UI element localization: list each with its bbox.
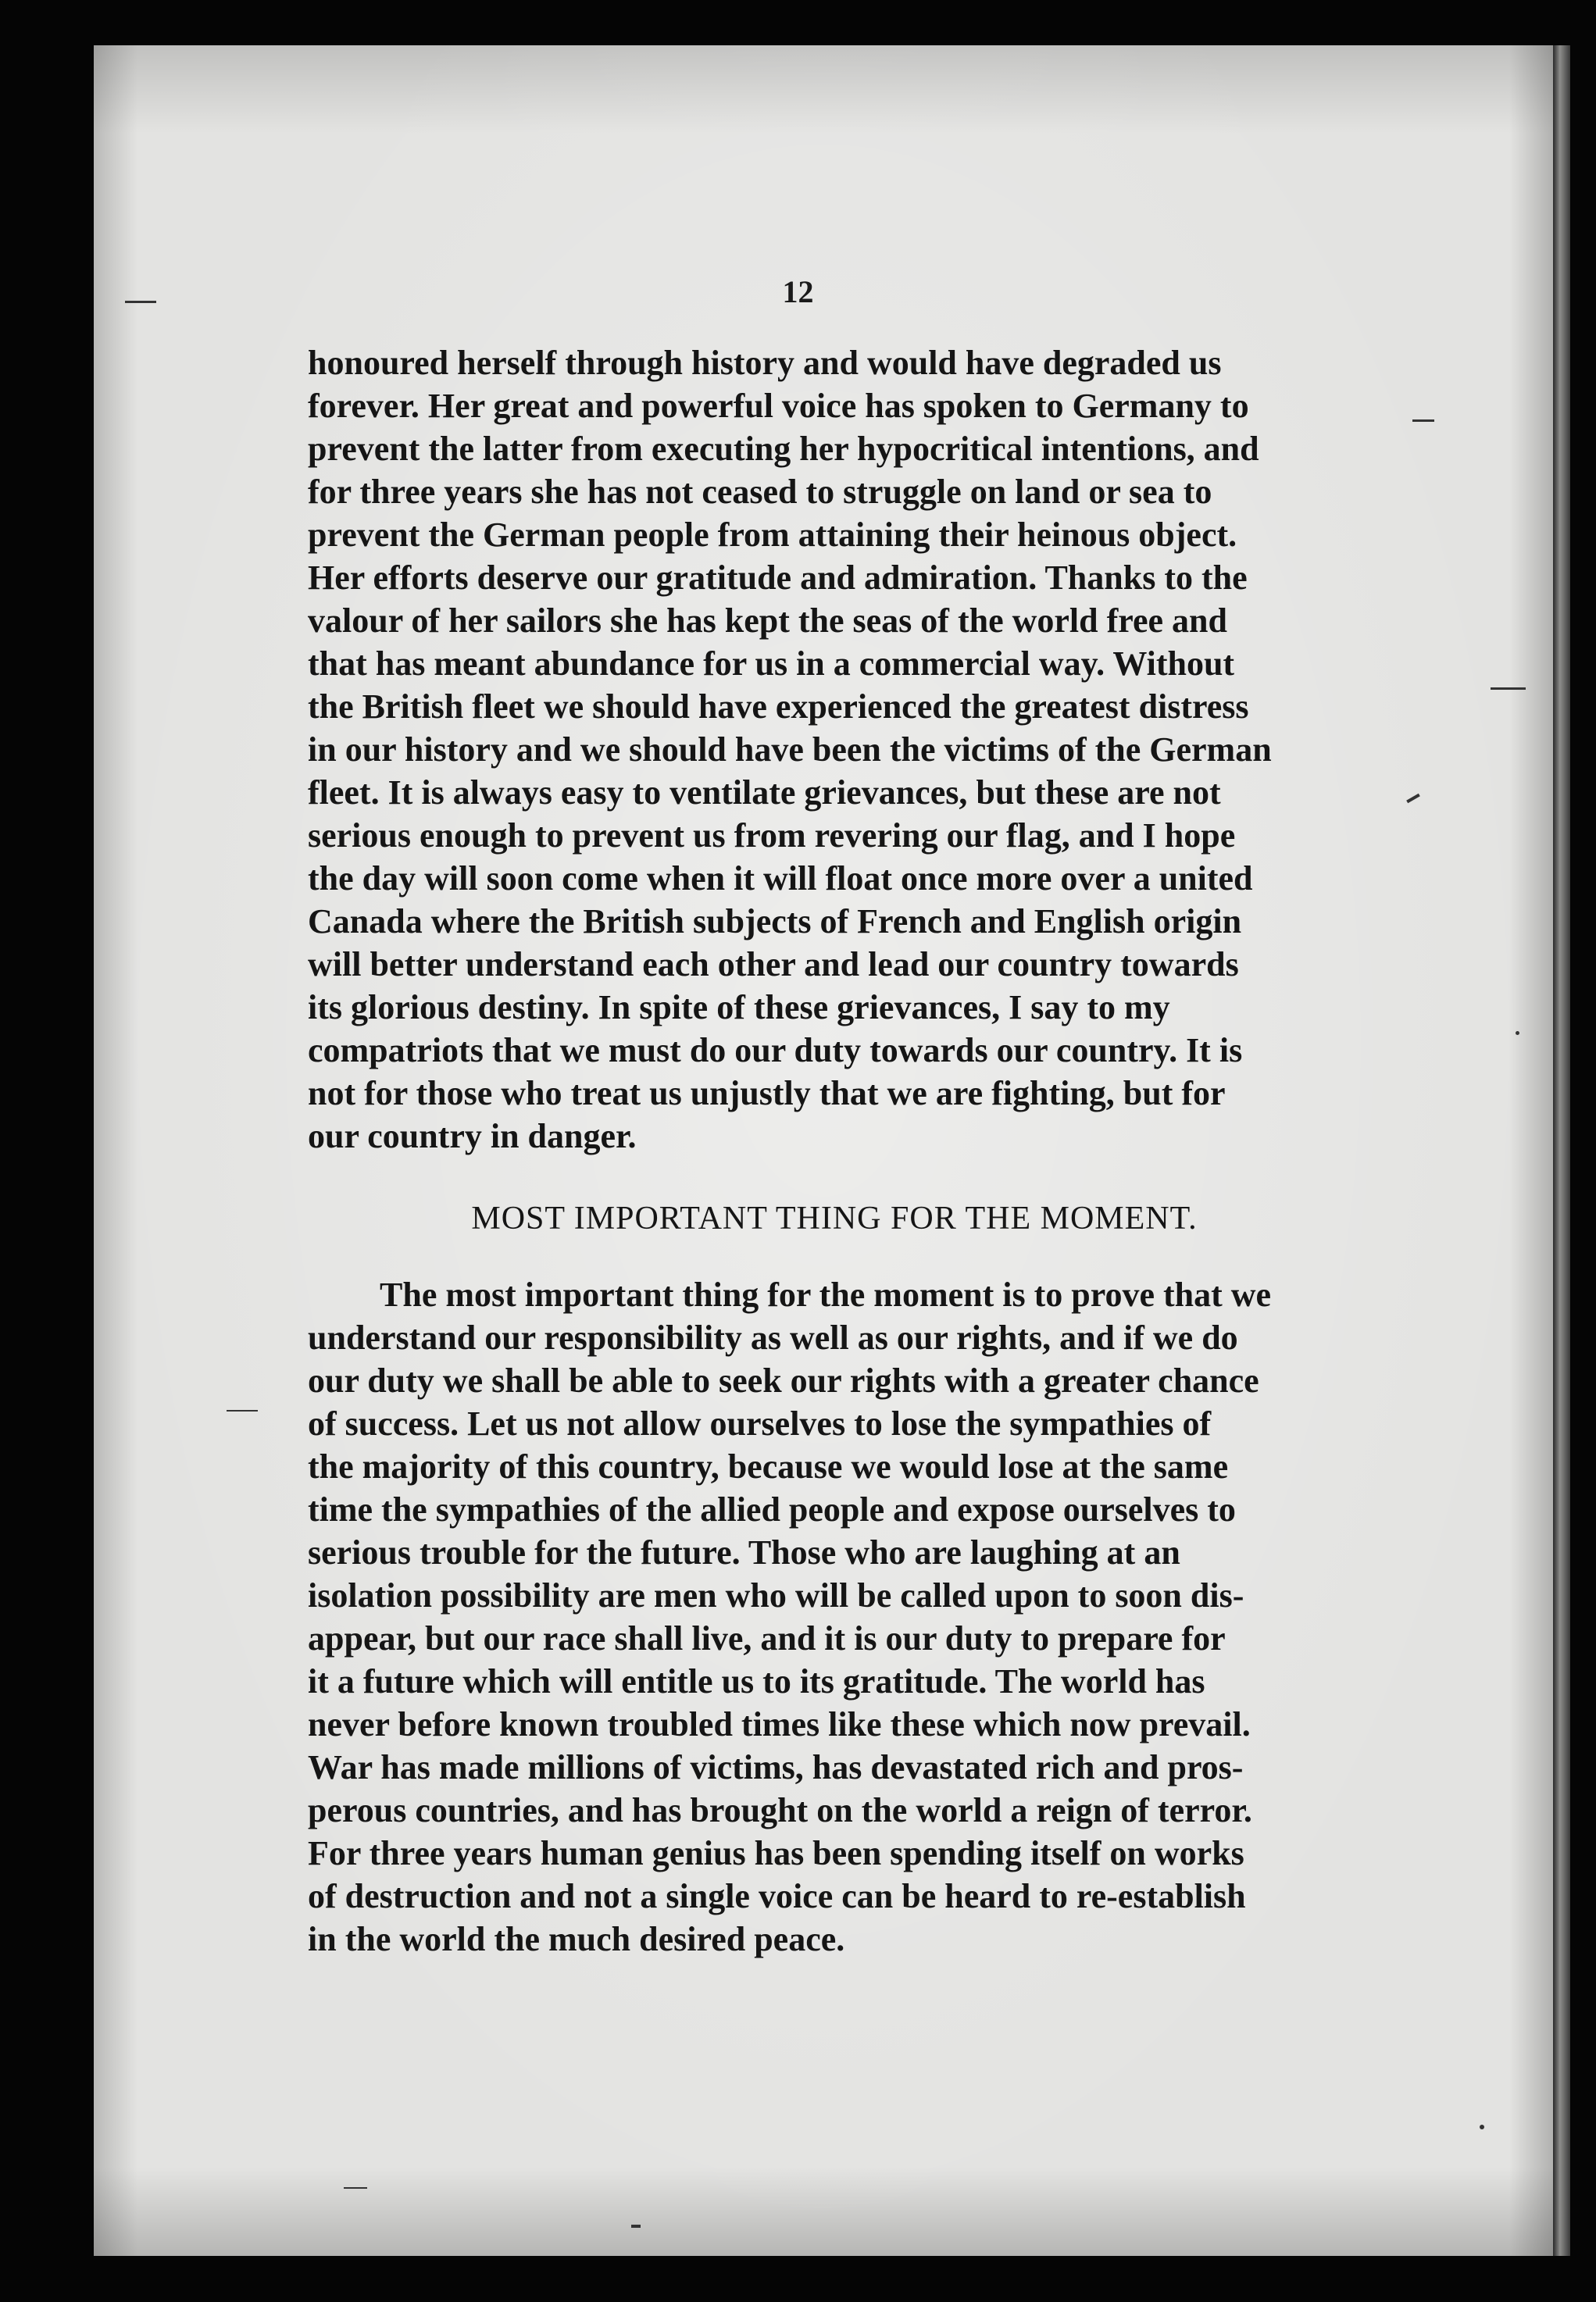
- text-line: our country in danger.: [308, 1117, 637, 1155]
- text-line: the majority of this country, because we would lose at the same: [308, 1447, 1229, 1486]
- text-line: prevent the German people from attaining their heinous object.: [308, 516, 1237, 554]
- text-line: that has meant abundance for us in a commercial way. Without: [308, 644, 1235, 683]
- page-edge-shadow: [1553, 45, 1570, 2256]
- text-line: fleet. It is always easy to ventilate grievances, but these are not: [308, 773, 1221, 812]
- text-line: time the sympathies of the allied people and expose ourselves to: [308, 1490, 1236, 1529]
- margin-mark: [1516, 1031, 1519, 1035]
- text-line: serious trouble for the future. Those who are laughing at an: [308, 1533, 1180, 1572]
- text-line: understand our responsibility as well as our rights, and if we do: [308, 1319, 1238, 1357]
- text-line: of success. Let us not allow ourselves to lose the sympathies of: [308, 1404, 1212, 1443]
- text-line: Her efforts deserve our gratitude and admiration. Thanks to the: [308, 559, 1248, 597]
- text-line: forever. Her great and powerful voice has spoken to Germany to: [308, 387, 1249, 425]
- margin-mark: [1480, 2125, 1484, 2129]
- text-line: honoured herself through history and would have degraded us: [308, 344, 1222, 382]
- text-line: for three years she has not ceased to struggle on land or sea to: [308, 473, 1212, 511]
- text-line: War has made millions of victims, has devastated rich and pros-: [308, 1748, 1244, 1786]
- paragraph-continued: [308, 341, 1361, 1158]
- margin-mark: [1412, 419, 1434, 422]
- text-line: isolation possibility are men who will be called upon to soon dis-: [308, 1576, 1244, 1615]
- text-line: For three years human genius has been spending itself on works: [308, 1834, 1244, 1872]
- text-line: compatriots that we must do our duty towards our country. It is: [308, 1031, 1243, 1069]
- text-line: of destruction and not a single voice can be heard to re-establish: [308, 1877, 1246, 1915]
- text-line: the day will soon come when it will float once more over a united: [308, 859, 1253, 898]
- margin-mark: [344, 2187, 367, 2189]
- text-line: in the world the much desired peace.: [308, 1920, 845, 1958]
- text-line: The most important thing for the moment is to prove that we: [380, 1276, 1272, 1314]
- text-line: perous countries, and has brought on the world a reign of terror.: [308, 1791, 1252, 1829]
- text-line: it a future which will entitle us to its gratitude. The world has: [308, 1662, 1205, 1701]
- text-line: appear, but our race shall live, and it is our duty to prepare for: [308, 1619, 1226, 1658]
- text-line: its glorious destiny. In spite of these grievances, I say to my: [308, 988, 1170, 1026]
- text-line: prevent the latter from executing her hypocritical intentions, and: [308, 430, 1259, 468]
- paragraph-main: [308, 1273, 1361, 1961]
- text-line: never before known troubled times like these which now prevail.: [308, 1705, 1251, 1743]
- section-heading: MOST IMPORTANT THING FOR THE MOMENT.: [471, 1201, 1198, 1237]
- text-line: not for those who treat us unjustly that we are fighting, but for: [308, 1074, 1226, 1112]
- text-line: will better understand each other and lead our country towards: [308, 945, 1239, 983]
- text-line: the British fleet we should have experienced the greatest distress: [308, 687, 1249, 726]
- margin-mark: [631, 2225, 641, 2228]
- margin-mark: [227, 1410, 258, 1412]
- text-line: Canada where the British subjects of French and English origin: [308, 902, 1242, 940]
- text-line: in our history and we should have been the victims of the German: [308, 730, 1272, 769]
- margin-mark: [1491, 687, 1526, 690]
- page-number: 12: [782, 274, 814, 309]
- text-line: serious enough to prevent us from revering our flag, and I hope: [308, 816, 1236, 855]
- text-line: our duty we shall be able to seek our rights with a greater chance: [308, 1362, 1259, 1400]
- text-line: valour of her sailors she has kept the seas of the world free and: [308, 601, 1227, 640]
